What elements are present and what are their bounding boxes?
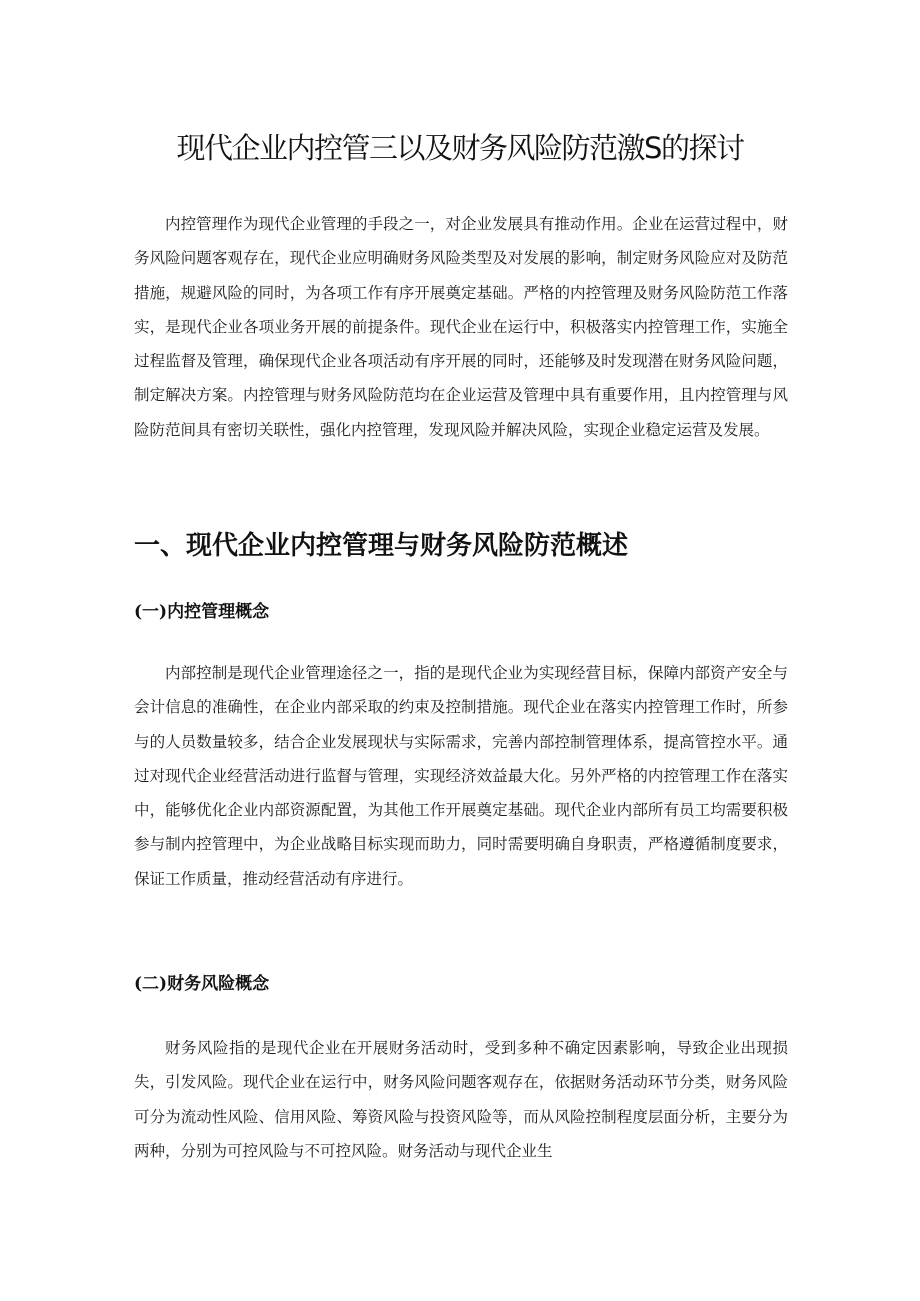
subsection-heading-2: (二)财务风险概念 bbox=[134, 974, 270, 994]
subsection-2-paragraph: 财务风险指的是现代企业在开展财务活动时，受到多种不确定因素影响，导致企业出现损失，引发风险。现代企业在运行中，财务风险问题客观存在，依据财务活动环节分类，财务风险可分为流动性风险、信用风险、筹资风险与投资风险等，而从风险控制程度层面分析，主要分为两种，分别为可控风险与不可控风险。财务活动与现代企业生 bbox=[134, 1039, 788, 1160]
section-heading-1: 一、现代企业内控管理与财务风险防范概述 bbox=[134, 531, 629, 561]
document-title: 现代企业内控管三以及财务风险防范激S的探讨 bbox=[176, 131, 744, 165]
subsection-1-paragraph: 内部控制是现代企业管理途径之一，指的是现代企业为实现经营目标，保障内部资产安全与会计信息的准确性，在企业内部采取的约束及控制措施。现代企业在落实内控管理工作时，所参与的人员数量较多，结合企业发展现状与实际需求，完善内部控制管理体系，提高管控水平。通过对现代企业经营活动进行监督与管理，实现经济效益最大化。另外严格的内控管理工作在落实中，能够优化企业内部资源配置，为其他工作开展奠定基础。现代企业内部所有员工均需要积极参与制内控管理中，为企业战略目标实现而助力，同时需要明确自身职责，严格遵循制度要求，保证工作质量，推动经营活动有序进行。 bbox=[134, 664, 788, 888]
subsection-heading-1: (一)内控管理概念 bbox=[134, 602, 270, 622]
intro-paragraph: 内控管理作为现代企业管理的手段之一，对企业发展具有推动作用。企业在运营过程中，财务风险问题客观存在，现代企业应明确财务风险类型及对发展的影响，制定财务风险应对及防范措施，规避风险的同时，为各项工作有序开展奠定基础。严格的内控管理及财务风险防范工作落实，是现代企业各项业务开展的前提条件。现代企业在运行中，积极落实内控管理工作，实施全过程监督及管理，确保现代企业各项活动有序开展的同时，还能够及时发现潜在财务风险问题，制定解决方案。内控管理与财务风险防范均在企业运营及管理中具有重要作用，且内控管理与风险防范间具有密切关联性，强化内控管理，发现风险并解决风险，实现企业稳定运营及发展。 bbox=[134, 215, 788, 439]
